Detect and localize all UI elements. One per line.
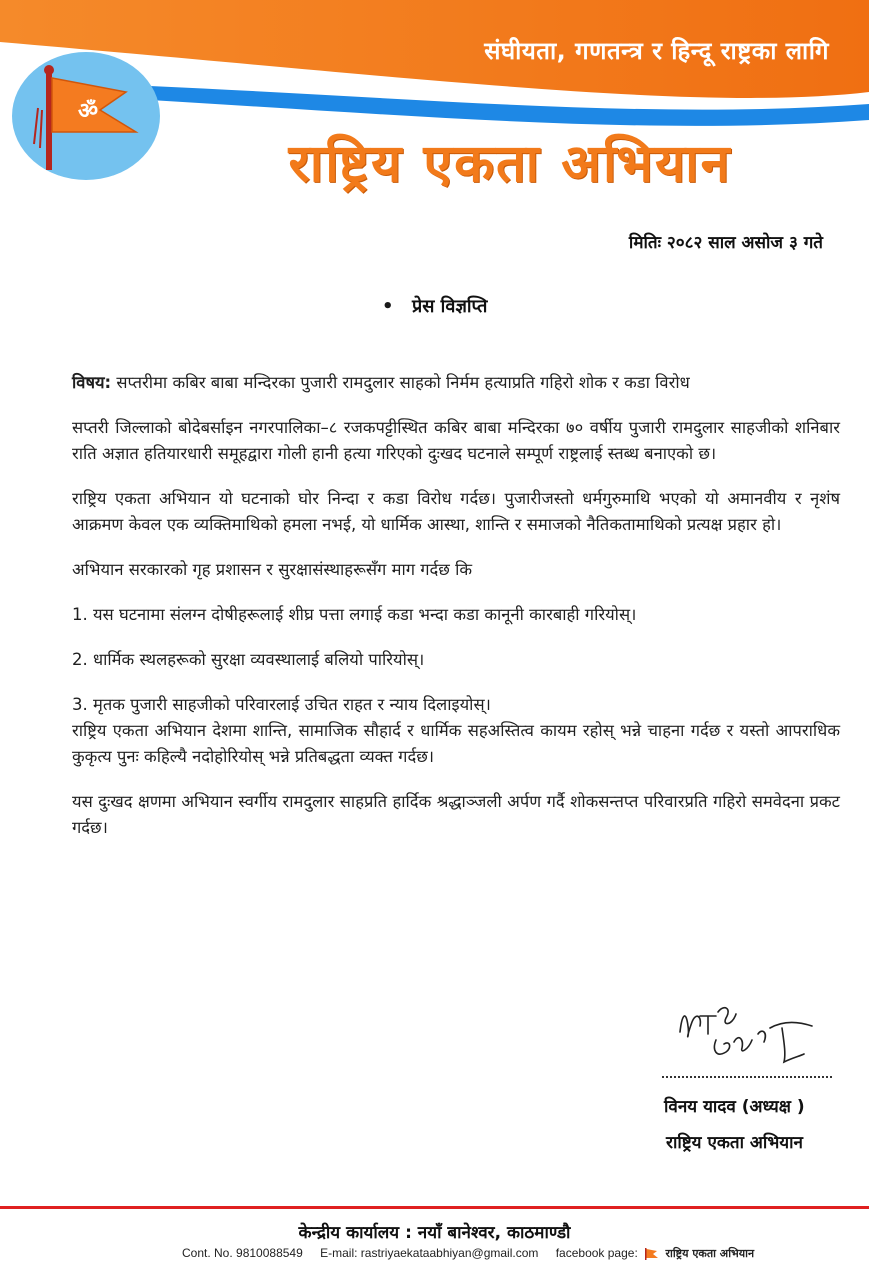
closing-paragraph: यस दुःखद क्षणमा अभियान स्वर्गीय रामदुलार साहप्रति हार्दिक श्रद्धाञ्जली अर्पण गर्दै शोकसन्तप्त परिवारप्रति गहिरो समवेदना प्रकट गर्दछ। [72,792,840,837]
bullet-mark: • [382,296,394,317]
flag-icon [643,1247,659,1261]
contact-email: E-mail: rastriyaekataabhiyan@gmail.com [320,1246,539,1260]
signature-line [662,1076,832,1078]
paragraph: सप्तरी जिल्लाको बोदेबर्साइन नगरपालिका–८ रजकपट्टीस्थित कबिर बाबा मन्दिरका ७० वर्षीय पुजारी रामदुलार साहजीको शनिबार राति अज्ञात हतियारधारी समूहद्वारा गोली हानी हत्या गरिएको दुःखद घटनाले सम्पूर्ण राष्ट्रलाई स्तब्ध बनाएको छ। [72,418,840,463]
subject-text: सप्तरीमा कबिर बाबा मन्दिरका पुजारी रामदुलार साहको निर्मम हत्याप्रति गहिरो शोक र कडा विरोध [111,373,690,392]
org-title: राष्ट्रिय एकता अभियान [288,134,732,194]
subject-line [72,370,840,396]
header-tagline: संघीयता, गणतन्त्र र हिन्दू राष्ट्रका लागि [484,37,829,65]
demand-item: 1. यस घटनामा संलग्न दोषीहरूलाई शीघ्र पत्ता लगाई कडा भन्दा कडा कानूनी कारबाही गरियोस्। [72,605,637,624]
facebook-label: facebook page: [555,1246,638,1260]
press-release-title: प्रेस विज्ञप्ति [412,296,488,317]
demand-item: 2. धार्मिक स्थलहरूको सुरक्षा व्यवस्थालाई बलियो पारियोस्। [72,650,425,669]
handwritten-signature [672,992,822,1072]
org-logo [8,48,160,184]
document-body [72,370,840,860]
footer-divider [0,1206,869,1209]
subject-label: विषय: [72,373,112,392]
footer-contact [182,1246,768,1261]
closing-paragraph: राष्ट्रिय एकता अभियान देशमा शान्ति, सामाजिक सौहार्द र धार्मिक सहअस्तित्व कायम रहोस् भन्ने चाहना गर्दछ र यस्तो आपराधिक कुकृत्य पुनः कहिल्यै नदोहोरियोस् भन्ने प्रतिबद्धता व्यक्त गर्दछ। [72,721,840,766]
signer-organization: राष्ट्रिय एकता अभियान [666,1133,803,1153]
signer-name: विनय यादव (अध्यक्ष ) [664,1097,805,1117]
document-date: मितिः २०८२ साल असोज ३ गते [628,233,823,253]
om-symbol: ॐ [78,99,99,124]
demand-item: 3. मृतक पुजारी साहजीको परिवारलाई उचित राहत र न्याय दिलाइयोस्। [72,695,491,714]
paragraph: अभियान सरकारको गृह प्रशासन र सुरक्षासंस्थाहरूसँग माग गर्दछ कि [72,560,473,579]
footer-office-address: केन्द्रीय कार्यालय : नयाँ बानेश्वर, काठमाण्डौ [298,1223,571,1243]
facebook-page-name: राष्ट्रिय एकता अभियान [665,1247,755,1260]
paragraph: राष्ट्रिय एकता अभियान यो घटनाको घोर निन्दा र कडा विरोध गर्दछ। पुजारीजस्तो धर्मगुरुमाथि भएको यो अमानवीय र नृशंष आक्रमण केवल एक व्यक्तिमाथिको हमला नभई, यो धार्मिक आस्था, शान्ति र समाजको नैतिकतामाथिको प्रत्यक्ष प्रहार हो। [72,489,840,534]
contact-number: Cont. No. 9810088549 [182,1246,303,1260]
